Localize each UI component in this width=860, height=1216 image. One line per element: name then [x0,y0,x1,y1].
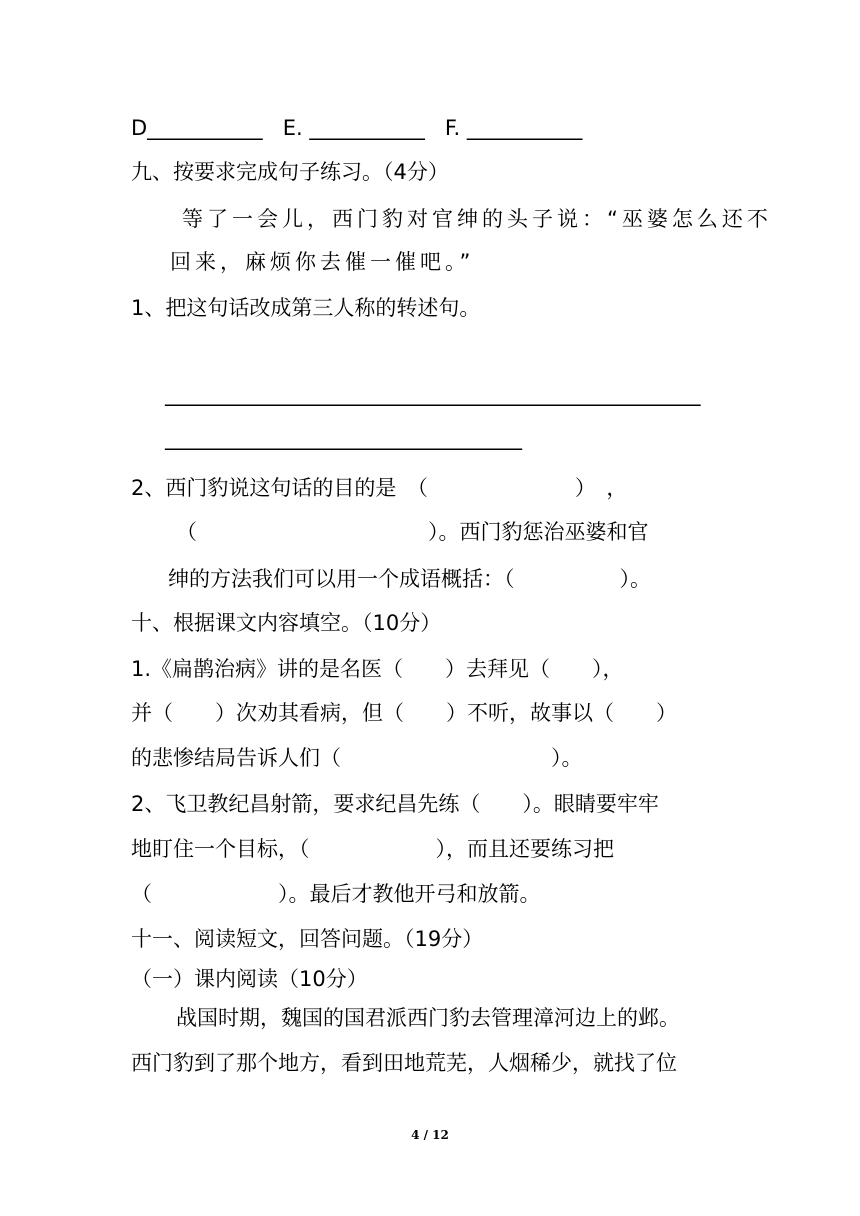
quote-line-1: 等了一会儿，西门豹对官绅的头子说：“巫婆怎么还不 [182,207,772,231]
fill-1-line-1: 1.《扁鹊治病》讲的是名医（ ）去拜见（ ）， [131,657,624,681]
fill-1-line-2: 并（ ）次劝其看病，但（ ）不听，故事以（ ） [131,701,677,725]
answer-line-1: ___________________________________________________ [165,382,701,406]
section-9-heading: 九、按要求完成句子练习。（4分） [131,160,449,184]
fill-2-line-1: 2、飞卫教纪昌射箭，要求纪昌先练（ ）。眼睛要牢牢 [131,792,659,816]
question-2-line-1: 2、西门豹说这句话的目的是 （ ） ， [131,476,628,500]
fill-2-line-3: （ ）。最后才教他开弓和放箭。 [131,882,541,906]
passage-line-2: 西门豹到了那个地方，看到田地荒芜，人烟稀少，就找了位 [131,1051,677,1075]
question-1: 1、把这句话改成第三人称的转述句。 [131,296,481,320]
answer-line-2: __________________________________ [165,426,522,450]
question-2-line-2: （ ）。西门豹惩治巫婆和官 [176,520,649,544]
page-number: 4 / 12 [411,1128,449,1142]
question-2-line-3: 绅的方法我们可以用一个成语概括：（ ）。 [168,567,651,591]
section-11-heading: 十一、阅读短文，回答问题。（19分） [131,927,484,951]
reading-subheading: （一）课内阅读（10分） [131,967,368,991]
fill-2-line-2: 地盯住一个目标，（ ），而且还要练习把 [131,837,614,861]
answer-blanks-def: D___________ E. ___________ F. ___________ [131,116,583,140]
section-10-heading: 十、根据课文内容填空。（10分） [131,611,442,635]
passage-line-1: 战国时期，魏国的国君派西门豹去管理漳河边上的邺。 [176,1006,680,1030]
fill-1-line-3: 的悲惨结局告诉人们（ ）。 [131,746,583,770]
quote-line-2: 回来，麻烦你去催一催吧。” [170,250,475,274]
